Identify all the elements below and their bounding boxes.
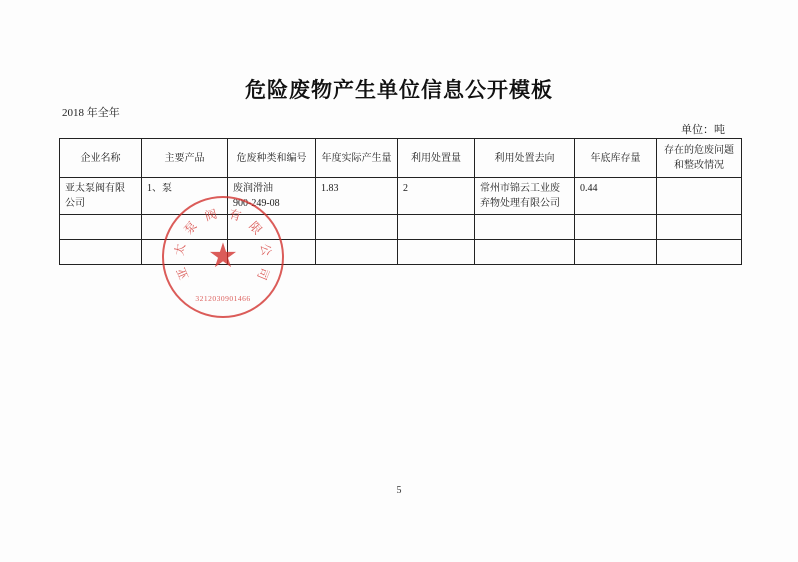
star-icon: ★ — [207, 238, 239, 275]
year-label: 2018 年全年 — [62, 107, 120, 119]
table-row — [60, 178, 742, 215]
cell-annual-production — [316, 240, 398, 265]
cell-issues — [657, 178, 742, 215]
seal-char: 限 — [246, 218, 265, 238]
column-header-issues-line2: 和整改情况 — [674, 160, 724, 171]
table-row — [60, 240, 742, 265]
seal-char: 亚 — [174, 265, 192, 282]
cell-waste-name: 废润滑油 — [233, 183, 273, 194]
seal-char: 有 — [227, 206, 243, 224]
cell-year-end-stock — [575, 240, 657, 265]
seal-char: 阀 — [203, 206, 219, 224]
cell-annual-production: 1.83 — [316, 178, 398, 215]
cell-waste-type — [228, 240, 316, 265]
seal-serial-number: 3212030901466 — [195, 294, 251, 303]
cell-year-end-stock: 0.44 — [575, 178, 657, 215]
cell-company — [60, 240, 142, 265]
cell-waste-type — [228, 215, 316, 240]
column-header-disposal-amount: 利用处置量 — [398, 139, 475, 178]
cell-issues — [657, 240, 742, 265]
cell-company — [60, 215, 142, 240]
seal-char: 司 — [254, 265, 272, 282]
page-title: 危险废物产生单位信息公开模板 — [245, 79, 553, 102]
cell-disposal-amount — [398, 240, 475, 265]
column-header-disposal-destination: 利用处置去向 — [475, 139, 575, 178]
page-number: 5 — [396, 485, 402, 496]
cell-disposal-destination — [475, 240, 575, 265]
column-header-issues — [657, 139, 742, 178]
seal-char: 泵 — [181, 218, 200, 238]
cell-product — [142, 215, 228, 240]
cell-destination-line2: 弃物处理有限公司 — [480, 198, 560, 209]
cell-disposal-destination — [475, 215, 575, 240]
unit-label: 单位：吨 — [681, 124, 725, 136]
seal-char: 公 — [257, 242, 274, 257]
cell-destination-line1: 常州市锦云工业废 — [480, 183, 560, 194]
cell-year-end-stock — [575, 215, 657, 240]
hazardous-waste-table — [59, 138, 742, 265]
cell-issues — [657, 215, 742, 240]
column-header-waste-type: 危废种类和编号 — [228, 139, 316, 178]
column-header-annual-production: 年度实际产生量 — [316, 139, 398, 178]
cell-disposal-destination — [475, 178, 575, 215]
cell-company — [60, 178, 142, 215]
seal-char: 太 — [172, 242, 189, 257]
cell-disposal-amount: 2 — [398, 178, 475, 215]
column-header-company: 企业名称 — [60, 139, 142, 178]
cell-company-line1: 亚太泵阀有限 — [65, 183, 125, 194]
column-header-issues-line1: 存在的危废问题 — [664, 145, 734, 156]
table-header-row — [60, 139, 742, 178]
cell-waste-type — [228, 178, 316, 215]
column-header-product: 主要产品 — [142, 139, 228, 178]
cell-waste-code: 900-249-08 — [233, 198, 280, 209]
cell-product — [142, 240, 228, 265]
cell-annual-production — [316, 215, 398, 240]
cell-product: 1、泵 — [142, 178, 228, 215]
cell-disposal-amount — [398, 215, 475, 240]
column-header-year-end-stock: 年底库存量 — [575, 139, 657, 178]
table-row — [60, 215, 742, 240]
cell-company-line2: 公司 — [65, 198, 85, 209]
